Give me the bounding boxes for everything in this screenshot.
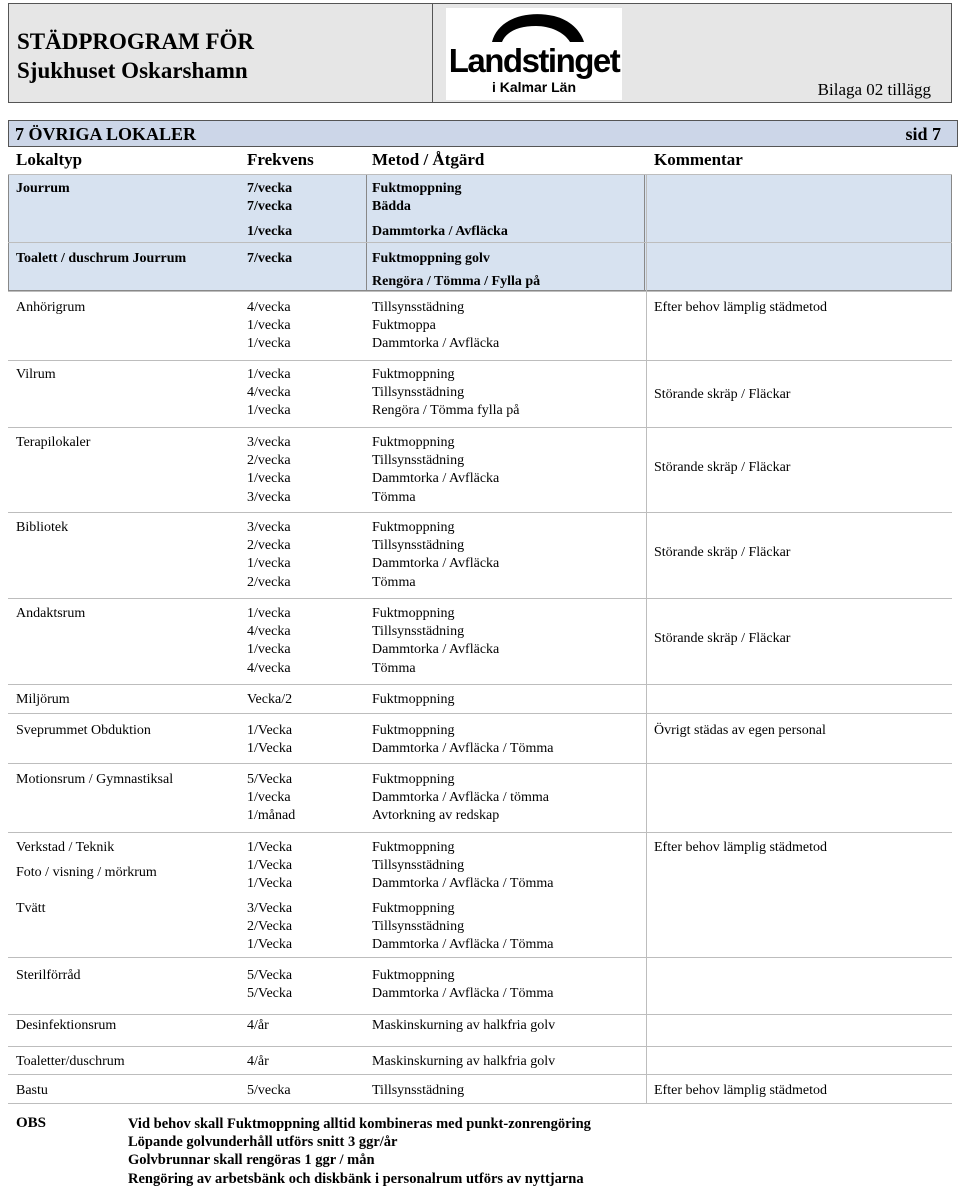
cell-metod [372, 605, 499, 678]
cell-lokal [16, 967, 81, 985]
cell-lokal [16, 1017, 116, 1035]
frekvens-text: 1/Vecka [247, 723, 293, 738]
metod-text: Fuktmoppning [372, 901, 455, 916]
frekvens-text: 1/vecka [247, 336, 291, 352]
cell-kommentar [654, 544, 790, 562]
cell-metod [372, 771, 549, 826]
frekvens-text: 7/vecka [247, 251, 293, 266]
obs-note: Vid behov skall Fuktmoppning alltid kombineras med punkt-zonrengöring [128, 1116, 591, 1132]
cell-metod [372, 366, 519, 421]
row-divider [8, 598, 952, 599]
lokal-text: Bibliotek [16, 520, 69, 535]
frekvens-text: 5/Vecka [247, 986, 293, 1002]
frekvens-text: 2/vecka [247, 538, 291, 554]
header-title-box [9, 4, 433, 102]
frekvens-text: 1/vecka [247, 556, 291, 572]
cell-kommentar [654, 722, 826, 740]
cell-lokal [16, 434, 90, 452]
frekvens-text: 7/vecka [247, 199, 293, 215]
kommentar-text: Efter behov lämplig städmetod [654, 840, 828, 855]
lokal-text: Miljörum [16, 692, 70, 707]
lokal-text: Bastu [16, 1083, 48, 1098]
frekvens-text: 4/år [247, 1018, 269, 1033]
frekvens-text: 1/Vecka [247, 840, 293, 855]
frekvens-text: 4/vecka [247, 300, 291, 315]
cell-metod [372, 691, 454, 709]
obs-note: Rengöring av arbetsbänk och diskbänk i personalrum utförs av nyttjarna [128, 1170, 584, 1187]
cell-lokal [16, 519, 68, 537]
page-number: sid 7 [905, 124, 941, 144]
cell-kommentar [654, 630, 790, 648]
row-divider [8, 360, 952, 361]
cell-metod [372, 519, 499, 592]
lokal-text: Vilrum [16, 367, 56, 382]
row-divider [8, 763, 952, 764]
metod-text: Dammtorka / Avfläcka / Tömma [372, 986, 554, 1002]
cell-lokal [16, 180, 70, 198]
frekvens-text: 4/vecka [247, 624, 291, 640]
column-header-metod: Metod / Åtgärd [372, 150, 485, 169]
row-divider [8, 684, 952, 685]
metod-text: Tillsynsstädning [372, 858, 465, 874]
metod-text: Rengöra / Tömma / Fylla på [372, 274, 541, 290]
cell-metod [372, 434, 499, 507]
lokal-text: Anhörigrum [16, 300, 86, 315]
column-divider [646, 174, 647, 1103]
row-divider [8, 957, 952, 958]
metod-text: Bädda [372, 199, 411, 215]
cell-metod [372, 839, 553, 894]
metod-text: Fuktmoppa [372, 318, 436, 334]
cell-frekvens [247, 722, 292, 758]
metod-text: Tömma [372, 574, 416, 590]
frekvens-text: 1/Vecka [247, 741, 293, 757]
frekvens-text: 3/vecka [247, 520, 291, 535]
obs-note: Golvbrunnar skall rengöras 1 ggr / mån [128, 1152, 375, 1169]
row-divider [8, 427, 952, 428]
lokal-text: Desinfektionsrum [16, 1018, 117, 1033]
cell-lokal [16, 722, 151, 740]
metod-text: Dammtorka / Avfläcka / Tömma [372, 876, 554, 892]
metod-text: Tillsynsstädning [372, 453, 465, 469]
landstinget-logo [446, 8, 622, 100]
cell-frekvens [247, 434, 291, 507]
cell-frekvens [247, 250, 292, 268]
kommentar-text: Efter behov lämplig städmetod [654, 1083, 828, 1098]
frekvens-text: 1/Vecka [247, 937, 293, 953]
metod-text: Fuktmoppning [372, 367, 455, 382]
cell-lokal [16, 605, 85, 623]
cell-metod [372, 250, 540, 291]
cell-frekvens [247, 967, 292, 1003]
frekvens-text: 4/vecka [247, 385, 291, 401]
cell-kommentar [654, 386, 790, 404]
frekvens-text: 1/vecka [247, 642, 291, 658]
cell-lokal [16, 771, 173, 789]
frekvens-text: 3/vecka [247, 489, 291, 505]
metod-text: Tillsynsstädning [372, 385, 465, 401]
metod-text: Maskinskurning av halkfria golv [372, 1018, 556, 1033]
frekvens-text: 1/vecka [247, 790, 291, 806]
cell-frekvens [247, 180, 292, 242]
cell-metod [372, 1017, 555, 1035]
cell-metod [372, 967, 553, 1003]
metod-text: Dammtorka / Avfläcka [372, 642, 500, 658]
metod-text: Fuktmoppning [372, 606, 455, 621]
frekvens-text: 2/Vecka [247, 919, 293, 935]
metod-text: Dammtorka / Avfläcka [372, 471, 500, 487]
frekvens-text: 1/vecka [247, 224, 293, 240]
section-title: 7 ÖVRIGA LOKALER [15, 124, 197, 144]
cell-frekvens [247, 1053, 269, 1071]
metod-text: Fuktmoppning [372, 692, 455, 707]
cell-lokal [16, 299, 85, 317]
metod-text: Fuktmoppning [372, 181, 462, 196]
metod-text: Fuktmoppning [372, 435, 455, 450]
cell-frekvens [247, 366, 291, 421]
metod-text: Tillsynsstädning [372, 919, 465, 935]
metod-text: Dammtorka / Avfläcka / tömma [372, 790, 550, 806]
cell-kommentar [654, 1082, 827, 1100]
lokal-text: Toalett / duschrum Jourrum [16, 251, 187, 266]
kommentar-text: Störande skräp / Fläckar [654, 545, 791, 560]
cell-frekvens [247, 900, 292, 955]
cell-kommentar [654, 459, 790, 477]
column-header-frekvens: Frekvens [247, 150, 314, 169]
lokal-text: Motionsrum / Gymnastiksal [16, 772, 174, 787]
frekvens-text: 1/vecka [247, 367, 291, 382]
row-divider [8, 1103, 952, 1104]
metod-text: Tillsynsstädning [372, 624, 465, 640]
cell-lokal: Verkstad / Teknik [16, 840, 115, 855]
cell-lokal [16, 1053, 125, 1071]
row-divider [8, 713, 952, 714]
svg-text:i Kalmar Län: i Kalmar Län [491, 79, 577, 95]
frekvens-text: 5/vecka [247, 1083, 291, 1098]
column-header-kommentar: Kommentar [654, 150, 743, 169]
lokal-text: Tvätt [16, 901, 46, 916]
obs-label: OBS [16, 1115, 47, 1131]
frekvens-text: 1/Vecka [247, 858, 293, 874]
cell-frekvens [247, 299, 291, 354]
metod-text: Tillsynsstädning [372, 300, 465, 315]
metod-text: Fuktmoppning [372, 968, 455, 983]
row-divider [8, 1046, 952, 1047]
cell-metod [372, 1082, 464, 1100]
frekvens-text: 4/vecka [247, 660, 291, 676]
cell-kommentar [654, 299, 827, 317]
frekvens-text: 3/Vecka [247, 901, 293, 916]
svg-text:Landstinget: Landstinget [448, 42, 620, 79]
document-title-line2: Sjukhuset Oskarshamn [17, 58, 248, 83]
cell-metod [372, 900, 553, 955]
metod-text: Fuktmoppning [372, 520, 455, 535]
kommentar-text: Efter behov lämplig städmetod [654, 300, 828, 315]
cell-lokal [16, 250, 186, 268]
metod-text: Tömma [372, 489, 416, 505]
frekvens-text: 5/Vecka [247, 772, 293, 787]
cell-frekvens [247, 691, 292, 709]
kommentar-text: Störande skräp / Fläckar [654, 387, 791, 402]
appendix-label: Bilaga 02 tillägg [817, 80, 931, 99]
metod-text: Tillsynsstädning [372, 538, 465, 554]
metod-text: Fuktmoppning [372, 772, 455, 787]
cell-lokal [16, 900, 46, 918]
row-divider [8, 512, 952, 513]
lokal-text: Terapilokaler [16, 435, 91, 450]
row-divider [8, 832, 952, 833]
lokal-text: Jourrum [16, 181, 70, 196]
kommentar-text: Övrigt städas av egen personal [654, 723, 826, 738]
frekvens-text: 1/Vecka [247, 876, 293, 892]
frekvens-text: 1/vecka [247, 471, 291, 487]
metod-text: Dammtorka / Avfläcka / Tömma [372, 937, 554, 953]
lokal-text: Toaletter/duschrum [16, 1054, 125, 1069]
cell-lokal [16, 691, 70, 709]
obs-note: Löpande golvunderhåll utförs snitt 3 ggr/år [128, 1134, 398, 1151]
cell-frekvens [247, 1017, 269, 1035]
cell-frekvens [247, 839, 292, 894]
cell-lokal [16, 1082, 48, 1100]
section-header [8, 120, 958, 147]
kommentar-text: Störande skräp / Fläckar [654, 631, 791, 646]
lokal-text: Sveprummet Obduktion [16, 723, 151, 738]
metod-text: Avtorkning av redskap [372, 808, 500, 824]
metod-text: Tömma [372, 660, 416, 676]
cell-metod [372, 180, 508, 242]
row-divider [8, 1014, 952, 1015]
cell-lokal [16, 366, 56, 384]
row-divider [8, 242, 952, 243]
row-divider [8, 1074, 952, 1075]
lokal-text: Andaktsrum [16, 606, 86, 621]
metod-text: Tillsynsstädning [372, 1083, 465, 1098]
frekvens-text: 4/år [247, 1054, 269, 1069]
document-header [8, 3, 952, 103]
frekvens-text: Vecka/2 [247, 692, 293, 707]
cell-metod [372, 722, 553, 758]
metod-text: Dammtorka / Avfläcka [372, 336, 500, 352]
lokal-text: Sterilförråd [16, 968, 81, 983]
row-divider [8, 174, 952, 175]
metod-text: Dammtorka / Avfläcka / Tömma [372, 741, 554, 757]
cell-metod [372, 299, 499, 354]
frekvens-text: 2/vecka [247, 574, 291, 590]
metod-text: Fuktmoppning golv [372, 251, 490, 266]
metod-text: Fuktmoppning [372, 723, 455, 738]
cell-kommentar [654, 839, 827, 857]
frekvens-text: 1/vecka [247, 318, 291, 334]
frekvens-text: 5/Vecka [247, 968, 293, 983]
metod-text: Maskinskurning av halkfria golv [372, 1054, 556, 1069]
frekvens-text: 1/vecka [247, 403, 291, 419]
frekvens-text: 7/vecka [247, 181, 293, 196]
frekvens-text: 1/månad [247, 808, 296, 824]
cell-metod [372, 1053, 555, 1071]
kommentar-text: Störande skräp / Fläckar [654, 460, 791, 475]
cell-frekvens [247, 519, 291, 592]
frekvens-text: 2/vecka [247, 453, 291, 469]
obs-notes [128, 1115, 591, 1188]
frekvens-text: 1/vecka [247, 606, 291, 621]
metod-text: Dammtorka / Avfläcka [372, 556, 500, 572]
metod-text: Rengöra / Tömma fylla på [372, 403, 520, 419]
document-title-line1: STÄDPROGRAM FÖR [17, 29, 255, 54]
metod-text: Dammtorka / Avfläcka [372, 224, 508, 240]
column-header-lokaltyp: Lokaltyp [16, 150, 83, 169]
cell-frekvens [247, 605, 291, 678]
cell-lokal: Foto / visning / mörkrum [16, 865, 157, 880]
cell-frekvens [247, 1082, 291, 1100]
cell-frekvens [247, 771, 295, 826]
metod-text: Fuktmoppning [372, 840, 455, 855]
frekvens-text: 3/vecka [247, 435, 291, 450]
